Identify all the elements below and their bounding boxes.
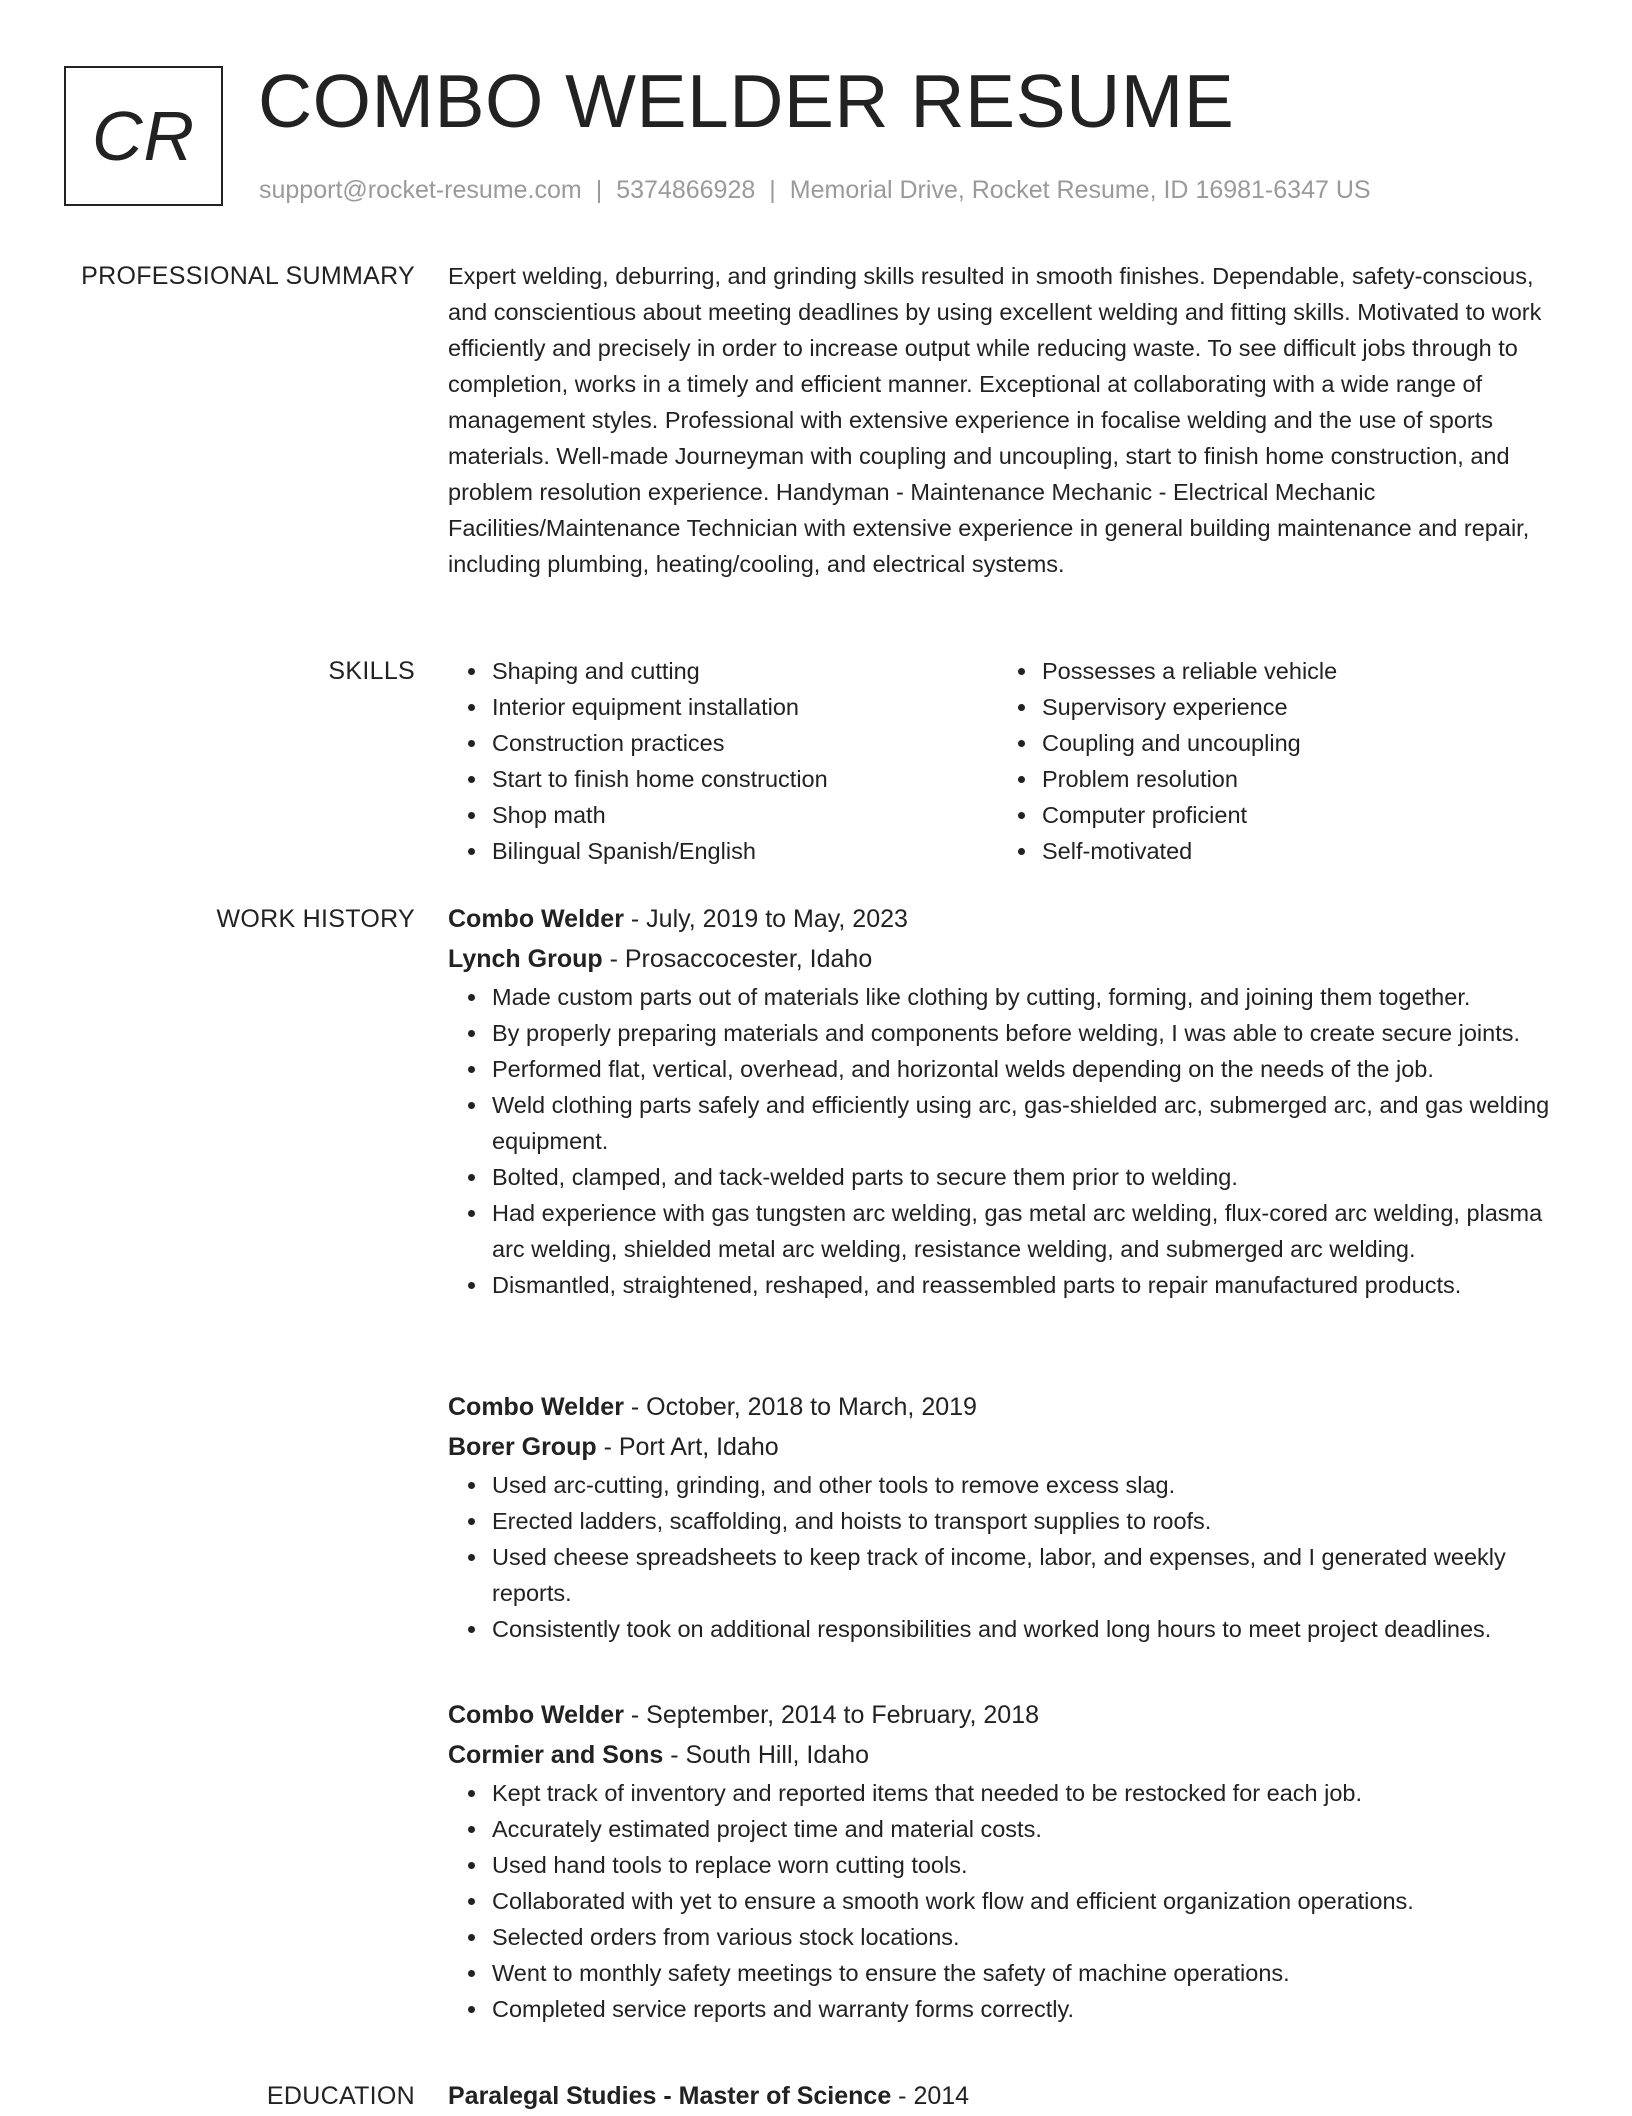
skill-item: Self-motivated [1042,833,1548,869]
contact-email[interactable]: support@rocket-resume.com [259,176,582,204]
job-duty: Used cheese spreadsheets to keep track of income, labor, and expenses, and I generated weekly reports. [492,1539,1578,1611]
job-duty: Weld clothing parts safely and efficiently using arc, gas-shielded arc, submerged arc, and gas welding equipment. [492,1087,1578,1159]
work-history-heading: WORK HISTORY [216,905,415,933]
summary-heading: PROFESSIONAL SUMMARY [81,262,415,290]
job-duties-list [448,1467,1578,1647]
education-entry [448,2076,1578,2116]
skill-item: Construction practices [492,725,998,761]
job-duties-list [448,979,1578,1303]
job-dates: - September, 2014 to February, 2018 [623,1701,1040,1729]
job-location: - South Hill, Idaho [663,1741,869,1769]
skill-item: Shaping and cutting [492,653,998,689]
monogram-initials: CR [91,97,196,175]
job-duties-list [448,1775,1578,2027]
job-company: Cormier and Sons [448,1741,664,1769]
job-duty: Completed service reports and warranty forms correctly. [492,1991,1578,2027]
contact-address: Memorial Drive, Rocket Resume, ID 16981-6347 US [789,176,1371,204]
skill-item: Interior equipment installation [492,689,998,725]
job-title-line [448,1387,1578,1427]
resume-title: COMBO WELDER RESUME [258,59,1235,143]
job-duty: Went to monthly safety meetings to ensure the safety of machine operations. [492,1955,1578,1991]
skill-item: Shop math [492,797,998,833]
job-title: Combo Welder [448,905,624,933]
job-location: - Port Art, Idaho [596,1433,779,1461]
job-duty: Used arc-cutting, grinding, and other tools to remove excess slag. [492,1467,1578,1503]
monogram-logo [64,66,223,206]
job-duty: Bolted, clamped, and tack-welded parts to secure them prior to welding. [492,1159,1578,1195]
job-duty: Kept track of inventory and reported items that needed to be restocked for each job. [492,1775,1578,1811]
skills-column-left [448,653,998,869]
education-body [448,2076,1578,2116]
contact-separator: | [595,176,603,204]
job-company-line [448,939,1578,979]
job-title: Combo Welder [448,1701,624,1729]
education-degree: Paralegal Studies - Master of Science [448,2082,892,2110]
skill-item: Start to finish home construction [492,761,998,797]
skill-item: Possesses a reliable vehicle [1042,653,1548,689]
contact-separator: | [769,176,776,204]
job-title-line [448,899,1578,939]
skills-list-right [998,653,1548,869]
job-duty: Consistently took on additional responsibilities and worked long hours to meet project deadlines. [492,1611,1578,1647]
job-dates: - July, 2019 to May, 2023 [623,905,908,933]
job-duty: Dismantled, straightened, reshaped, and reassembled parts to repair manufactured products. [492,1267,1578,1303]
job-entry [448,1695,1578,2027]
contact-phone[interactable]: 5374866928 [616,176,756,204]
skill-item: Computer proficient [1042,797,1548,833]
skills-column-right [998,653,1548,869]
job-entry [448,899,1578,1303]
job-duty: Used hand tools to replace worn cutting tools. [492,1847,1578,1883]
contact-info [259,173,1371,207]
job-duty: Performed flat, vertical, overhead, and horizontal welds depending on the needs of the job. [492,1051,1578,1087]
skills-grid [448,653,1578,869]
skill-item: Bilingual Spanish/English [492,833,998,869]
job-title: Combo Welder [448,1393,624,1421]
job-entry [448,1387,1578,1647]
job-dates: - October, 2018 to March, 2019 [623,1393,977,1421]
skill-item: Coupling and uncoupling [1042,725,1548,761]
skills-heading: SKILLS [328,657,415,685]
job-duty: Made custom parts out of materials like clothing by cutting, forming, and joining them together. [492,979,1578,1015]
job-duty: Selected orders from various stock locations. [492,1919,1578,1955]
skills-list-left [448,653,998,869]
job-company-line [448,1427,1578,1467]
education-heading: EDUCATION [266,2082,415,2110]
job-duty: By properly preparing materials and components before welding, I was able to create secure joints. [492,1015,1578,1051]
education-year: - 2014 [891,2082,970,2110]
summary-text: Expert welding, deburring, and grinding skills resulted in smooth finishes. Dependable, safety-conscious, and conscientious about meeting deadlines by using excellent welding and fitting skills. Motivated to work efficiently and precisely in order to increase output while reducing waste. To see difficult jobs through to completion, works in a timely and efficient manner. Exceptional at collaborating with a wide range of management styles. Professional with extensive experience in focalise welding and the use of sports materials. Well-made Journeyman with coupling and uncoupling, start to finish home construction, and problem resolution experience. Handyman - Maintenance Mechanic - Electrical Mechanic Facilities/Maintenance Technician with extensive experience in general building maintenance and repair, including plumbing, heating/cooling, and electrical systems. [448,263,1542,577]
job-location: - Prosaccocester, Idaho [602,945,873,973]
summary-body [448,258,1548,582]
job-company: Lynch Group [448,945,603,973]
job-title-line [448,1695,1578,1735]
job-duty: Collaborated with yet to ensure a smooth work flow and efficient organization operations. [492,1883,1578,1919]
job-duty: Accurately estimated project time and material costs. [492,1811,1578,1847]
job-duty: Erected ladders, scaffolding, and hoists to transport supplies to roofs. [492,1503,1578,1539]
job-duty: Had experience with gas tungsten arc welding, gas metal arc welding, flux-cored arc welding, plasma arc welding, shielded metal arc welding, resistance welding, and submerged arc welding. [492,1195,1578,1267]
job-company: Borer Group [448,1433,597,1461]
job-company-line [448,1735,1578,1775]
skills-body [448,653,1578,869]
skill-item: Supervisory experience [1042,689,1548,725]
skill-item: Problem resolution [1042,761,1548,797]
